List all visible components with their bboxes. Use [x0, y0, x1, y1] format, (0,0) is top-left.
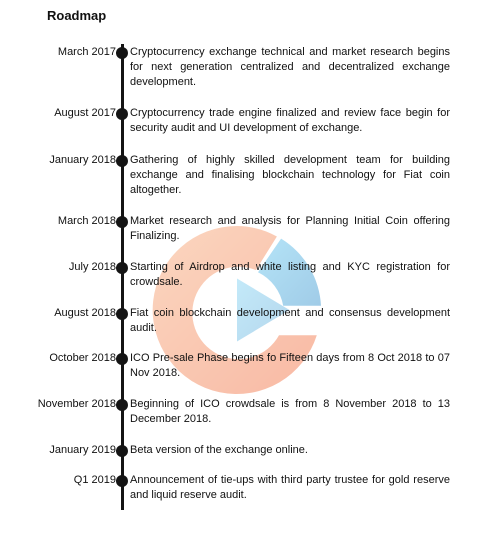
timeline-dot-icon: [116, 475, 128, 487]
timeline-date: January 2018: [49, 154, 116, 166]
timeline-date: Q1 2019: [73, 474, 116, 486]
timeline-date: October 2018: [49, 352, 116, 364]
timeline-date: August 2018: [54, 307, 116, 319]
timeline-description: Announcement of tie-ups with third party trustee for gold reserve and liquid reserve audit.: [130, 474, 450, 501]
timeline-dot-icon: [116, 399, 128, 411]
timeline-dot-icon: [116, 353, 128, 365]
timeline-date: July 2018: [68, 261, 116, 273]
timeline-description: Beginning of ICO crowdsale is from 8 November 2018 to 13 December 2018.: [130, 398, 450, 425]
timeline-dot-icon: [116, 155, 128, 167]
timeline-description: Starting of Airdrop and white listing and KYC registration for crowdsale.: [130, 261, 450, 288]
timeline-description: Fiat coin blockchain development and consensus development audit.: [130, 307, 450, 334]
timeline-description: Market research and analysis for Planning Initial Coin offering Finalizing.: [130, 215, 450, 242]
timeline-date: November 2018: [37, 398, 116, 410]
timeline-date: August 2017: [54, 107, 116, 119]
timeline-dot-icon: [116, 47, 128, 59]
timeline-description: Cryptocurrency exchange technical and market research begins for next generation centralized and decentralized exchange development.: [130, 46, 450, 88]
timeline-description: Beta version of the exchange online.: [130, 444, 308, 456]
timeline-date: January 2019: [49, 444, 116, 456]
timeline-dot-icon: [116, 445, 128, 457]
timeline-description: Cryptocurrency trade engine finalized and review face begin for security audit and UI development of exchange.: [130, 107, 450, 134]
page-title: Roadmap: [47, 8, 107, 23]
timeline-date: March 2018: [57, 215, 116, 227]
timeline-dot-icon: [116, 108, 128, 120]
timeline-dot-icon: [116, 262, 128, 274]
timeline-date: March 2017: [57, 46, 116, 58]
timeline-dot-icon: [116, 308, 128, 320]
timeline-dot-icon: [116, 216, 128, 228]
timeline-description: Gathering of highly skilled development team for building exchange and finalising blockchain technology for Fiat coin altogether.: [130, 154, 450, 196]
timeline-description: ICO Pre-sale Phase begins fo Fifteen days from 8 Oct 2018 to 07 Nov 2018.: [130, 352, 450, 379]
